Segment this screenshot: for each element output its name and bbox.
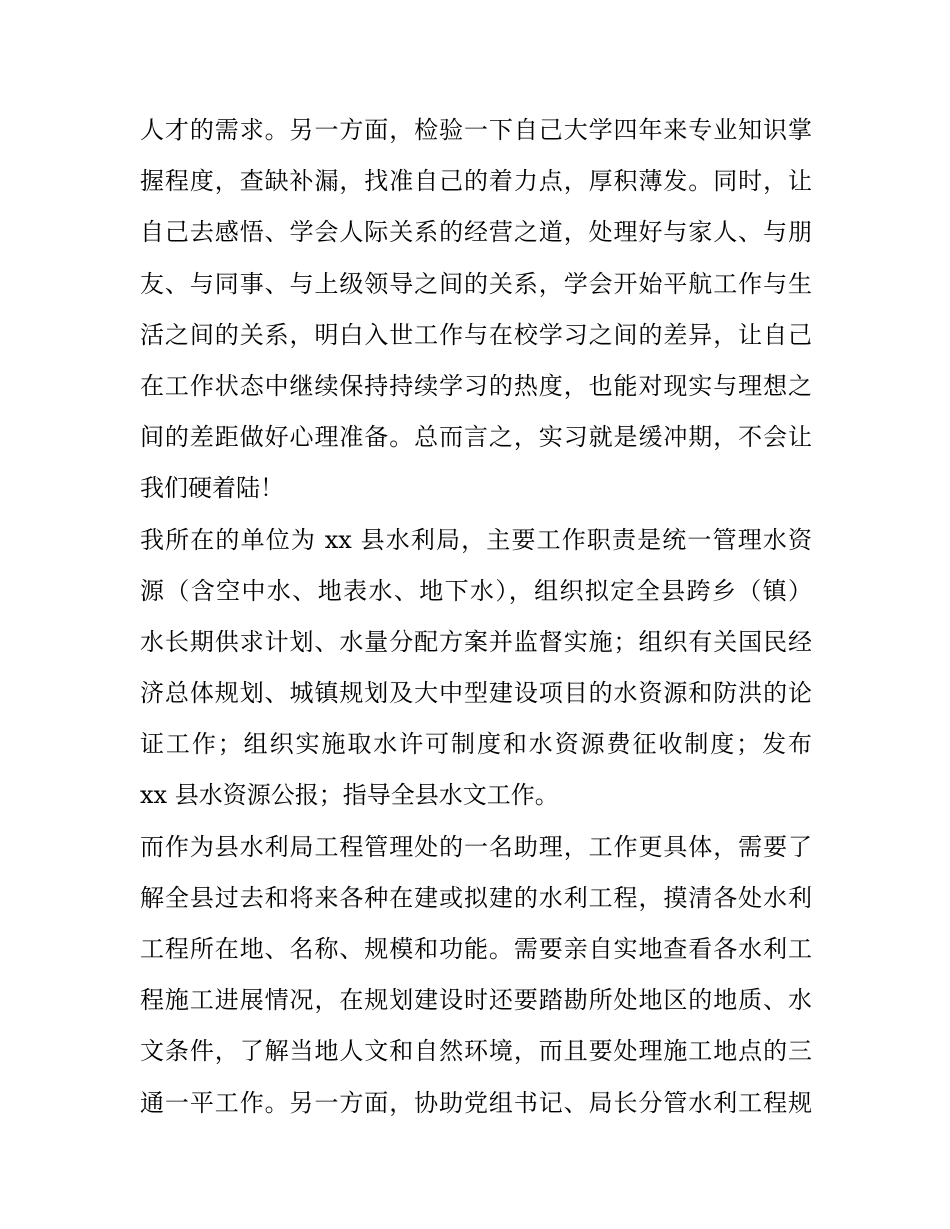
- paragraph-1: [140, 105, 812, 515]
- paragraph-line: 我们硬着陆！: [140, 474, 284, 503]
- paragraph-line: 自己去感悟、学会人际关系的经营之道，处理好与家人、与朋: [140, 218, 812, 247]
- paragraph-line: 程施工进展情况，在规划建设时还要踏勘所处地区的地质、水: [140, 986, 812, 1015]
- paragraph-line: 源（含空中水、地表水、地下水），组织拟定全县跨乡（镇）: [140, 576, 812, 605]
- paragraph-line: 通一平工作。另一方面，协助党组书记、局长分管水利工程规: [140, 1088, 812, 1117]
- paragraph-line: 工程所在地、名称、规模和功能。需要亲自实地查看各水利工: [140, 935, 812, 963]
- paragraph-line: 活之间的关系，明白入世工作与在校学习之间的差异，让自己: [140, 320, 812, 349]
- paragraph-line: 证工作；组织实施取水许可制度和水资源费征收制度；发布: [140, 730, 812, 759]
- paragraph-2: [140, 515, 812, 822]
- document-body: [140, 105, 812, 1129]
- paragraph-line: 文条件，了解当地人文和自然环境，而且要处理施工地点的三: [140, 1037, 812, 1066]
- paragraph-line: 在工作状态中继续保持持续学习的热度，也能对现实与理想之: [140, 371, 812, 400]
- paragraph-line: 我所在的单位为 xx 县水利局，主要工作职责是统一管理水资: [140, 525, 812, 554]
- paragraph-line: 解全县过去和将来各种在建或拟建的水利工程，摸清各处水利: [140, 883, 812, 912]
- paragraph-line: xx 县水资源公报；指导全县水文工作。: [140, 781, 559, 810]
- paragraph-3: [140, 822, 812, 1129]
- paragraph-line: 握程度，查缺补漏，找准自己的着力点，厚积薄发。同时，让: [140, 167, 812, 196]
- paragraph-line: 友、与同事、与上级领导之间的关系，学会开始平航工作与生: [140, 269, 812, 298]
- paragraph-line: 济总体规划、城镇规划及大中型建设项目的水资源和防洪的论: [140, 679, 812, 708]
- paragraph-line: 水长期供求计划、水量分配方案并监督实施；组织有关国民经: [140, 627, 812, 656]
- paragraph-line: 间的差距做好心理准备。总而言之，实习就是缓冲期，不会让: [140, 423, 812, 452]
- paragraph-line: 人才的需求。另一方面，检验一下自己大学四年来专业知识掌: [140, 116, 812, 144]
- paragraph-line: 而作为县水利局工程管理处的一名助理，工作更具体，需要了: [140, 832, 812, 861]
